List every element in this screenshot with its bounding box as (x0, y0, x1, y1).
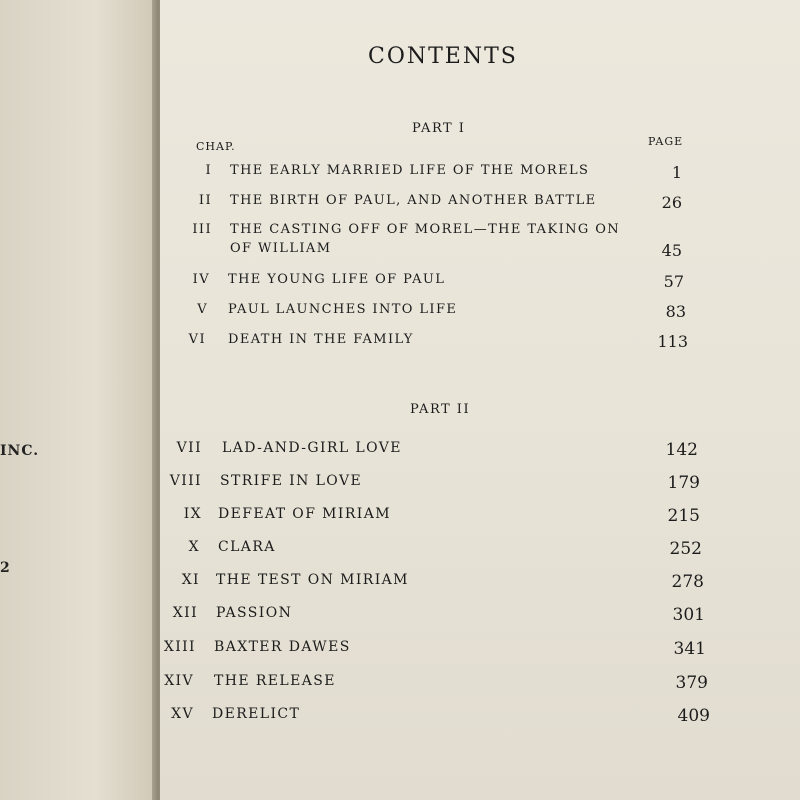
page-number: 301 (672, 605, 705, 625)
chapter-title: STRIFE IN LOVE (220, 473, 363, 489)
chapter-title: CLARA (218, 539, 276, 555)
chapter-title: DEFEAT OF MIRIAM (218, 506, 391, 522)
toc-row (0, 302, 800, 324)
toc-row (0, 163, 800, 185)
chapter-title: THE RELEASE (214, 673, 336, 689)
chapter-title: DERELICT (212, 706, 301, 722)
chapter-number: I (205, 163, 212, 178)
chapter-number: XI (181, 572, 200, 588)
toc-row (0, 639, 800, 661)
toc-row (0, 506, 800, 528)
chapter-title: THE EARLY MARRIED LIFE OF THE MORELS (230, 163, 590, 178)
toc-row (0, 440, 800, 462)
left-page-fragment: 2 (0, 560, 11, 576)
chapter-number: III (192, 222, 212, 237)
page-number: 278 (671, 572, 704, 592)
toc-row (0, 605, 800, 627)
left-page-fragment: INC. (0, 443, 40, 459)
chapter-number: IX (183, 506, 202, 522)
chapter-title: THE YOUNG LIFE OF PAUL (228, 272, 446, 287)
page-number: 142 (665, 440, 698, 460)
chapter-number: XV (171, 706, 194, 722)
chapter-number: II (198, 193, 212, 208)
page-number: 409 (677, 706, 710, 726)
chapter-number: XII (172, 605, 198, 621)
page-title: CONTENTS (368, 44, 518, 69)
page-number: 252 (669, 539, 702, 559)
chapter-title: BAXTER DAWES (214, 639, 351, 655)
part-one-heading: PART I (412, 121, 466, 136)
chapter-number: V (197, 302, 208, 317)
chapter-title-continued: OF WILLIAM (230, 241, 332, 256)
page-number: 113 (657, 332, 688, 351)
chapter-title: DEATH IN THE FAMILY (228, 332, 414, 347)
chapter-title: PAUL LAUNCHES INTO LIFE (228, 302, 458, 317)
toc-row (0, 193, 800, 215)
chapter-title: THE BIRTH OF PAUL, AND ANOTHER BATTLE (230, 193, 597, 208)
chapter-number: XIII (163, 639, 196, 655)
chapter-number: IV (192, 272, 210, 287)
toc-row (0, 473, 800, 495)
part-two-heading: PART II (410, 402, 471, 417)
page-number: 57 (663, 272, 684, 291)
toc-row (0, 673, 800, 695)
toc-row (0, 332, 800, 354)
chapter-number: VIII (169, 473, 202, 489)
chapter-column-heading: CHAP. (196, 140, 236, 153)
page-column-heading: PAGE (648, 135, 684, 148)
chapter-number: XIV (164, 673, 194, 689)
chapter-title: LAD-AND-GIRL LOVE (222, 440, 402, 456)
page-number: 341 (673, 639, 706, 659)
chapter-number: VII (176, 440, 202, 456)
chapter-title: PASSION (216, 605, 293, 621)
toc-row (0, 706, 800, 728)
chapter-title: THE TEST ON MIRIAM (216, 572, 409, 588)
toc-row-continued (0, 241, 800, 263)
toc-row (0, 572, 800, 594)
chapter-title: THE CASTING OFF OF MOREL—THE TAKING ON (230, 222, 621, 237)
page-number: 83 (665, 302, 686, 321)
toc-row (0, 539, 800, 561)
page-number: 26 (661, 193, 682, 212)
page-number: 215 (667, 506, 700, 526)
page-number: 45 (661, 241, 682, 260)
page-number: 1 (671, 163, 682, 182)
chapter-number: X (188, 539, 200, 555)
page-number: 379 (675, 673, 708, 693)
toc-row (0, 272, 800, 294)
chapter-number: VI (188, 332, 206, 347)
page-number: 179 (667, 473, 700, 493)
